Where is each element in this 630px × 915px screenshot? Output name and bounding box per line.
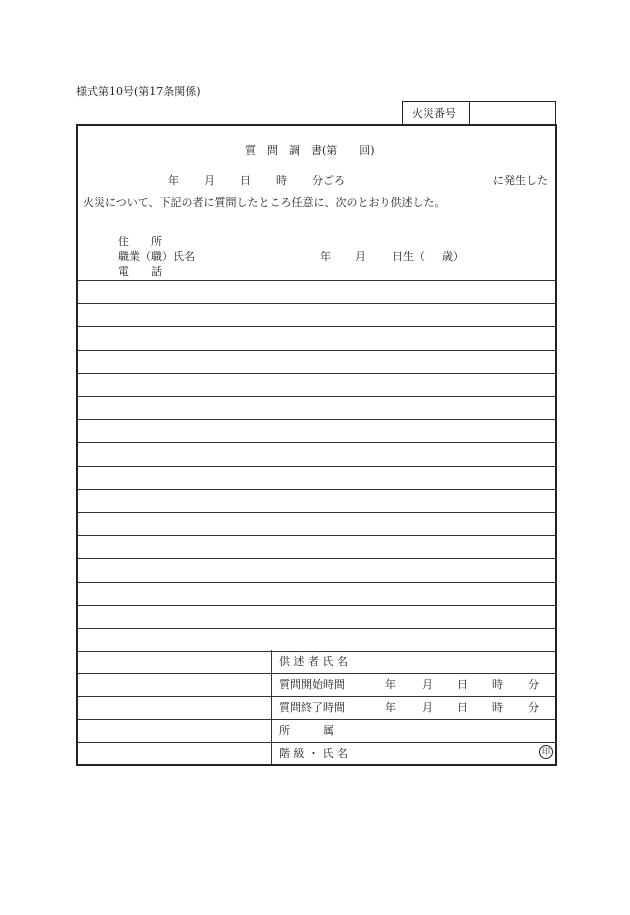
end-minute: 分 bbox=[528, 701, 539, 714]
footer-rule bbox=[78, 742, 555, 743]
intro-minute: 分ごろ bbox=[312, 174, 345, 187]
start-month: 月 bbox=[422, 678, 433, 691]
intro-month: 月 bbox=[204, 174, 215, 187]
age-suffix: 歳） bbox=[442, 250, 464, 263]
statement-rule bbox=[78, 535, 555, 536]
start-day: 日 bbox=[457, 678, 468, 691]
statement-rule bbox=[78, 651, 555, 652]
intro-occurred: に発生した bbox=[493, 174, 548, 187]
statement-rule bbox=[78, 373, 555, 374]
page-title: 質 問 調 書(第 回) bbox=[245, 144, 375, 157]
intro-statement: 火災について、下記の者に質問したところ任意に、次のとおり供述した。 bbox=[83, 196, 446, 209]
statement-rule bbox=[78, 350, 555, 351]
occupation-name-label: 職業（職）氏名 bbox=[118, 250, 195, 263]
footer-rule bbox=[78, 719, 555, 720]
dob-year: 年 bbox=[320, 250, 331, 263]
dob-day: 日生（ bbox=[392, 250, 425, 263]
end-day: 日 bbox=[457, 701, 468, 714]
end-year: 年 bbox=[385, 701, 396, 714]
statement-rule bbox=[78, 558, 555, 559]
end-month: 月 bbox=[422, 701, 433, 714]
statement-rule bbox=[78, 512, 555, 513]
intro-day: 日 bbox=[240, 174, 251, 187]
footer-rule bbox=[78, 673, 555, 674]
statement-rule bbox=[78, 489, 555, 490]
form-number-label: 様式第10号(第17条関係) bbox=[76, 85, 201, 98]
dob-month: 月 bbox=[355, 250, 366, 263]
rank-name-label: 階 級 ・ 氏 名 bbox=[279, 747, 348, 760]
statement-rule bbox=[78, 326, 555, 327]
intro-year: 年 bbox=[168, 174, 179, 187]
footer-rule bbox=[78, 696, 555, 697]
footer-divider bbox=[271, 650, 272, 765]
start-year: 年 bbox=[385, 678, 396, 691]
end-time-label: 質問終了時間 bbox=[279, 701, 345, 714]
deponent-name-label: 供 述 者 氏 名 bbox=[279, 655, 348, 668]
statement-rule bbox=[78, 280, 555, 281]
statement-rule bbox=[78, 303, 555, 304]
inquiry-form-frame bbox=[76, 124, 557, 766]
intro-hour: 時 bbox=[276, 174, 287, 187]
statement-rule bbox=[78, 628, 555, 629]
address-label: 住 所 bbox=[118, 235, 162, 248]
start-time-label: 質問開始時間 bbox=[279, 678, 345, 691]
start-hour: 時 bbox=[492, 678, 503, 691]
statement-rule bbox=[78, 582, 555, 583]
fire-number-divider bbox=[469, 102, 470, 124]
statement-rule bbox=[78, 396, 555, 397]
fire-number-label: 火災番号 bbox=[412, 107, 456, 120]
statement-rule bbox=[78, 605, 555, 606]
phone-label: 電 話 bbox=[118, 265, 162, 278]
affiliation-label: 所 属 bbox=[279, 724, 334, 737]
seal-icon: 印 bbox=[539, 745, 553, 759]
statement-rule bbox=[78, 419, 555, 420]
statement-rule bbox=[78, 442, 555, 443]
statement-rule bbox=[78, 466, 555, 467]
end-hour: 時 bbox=[492, 701, 503, 714]
start-minute: 分 bbox=[528, 678, 539, 691]
